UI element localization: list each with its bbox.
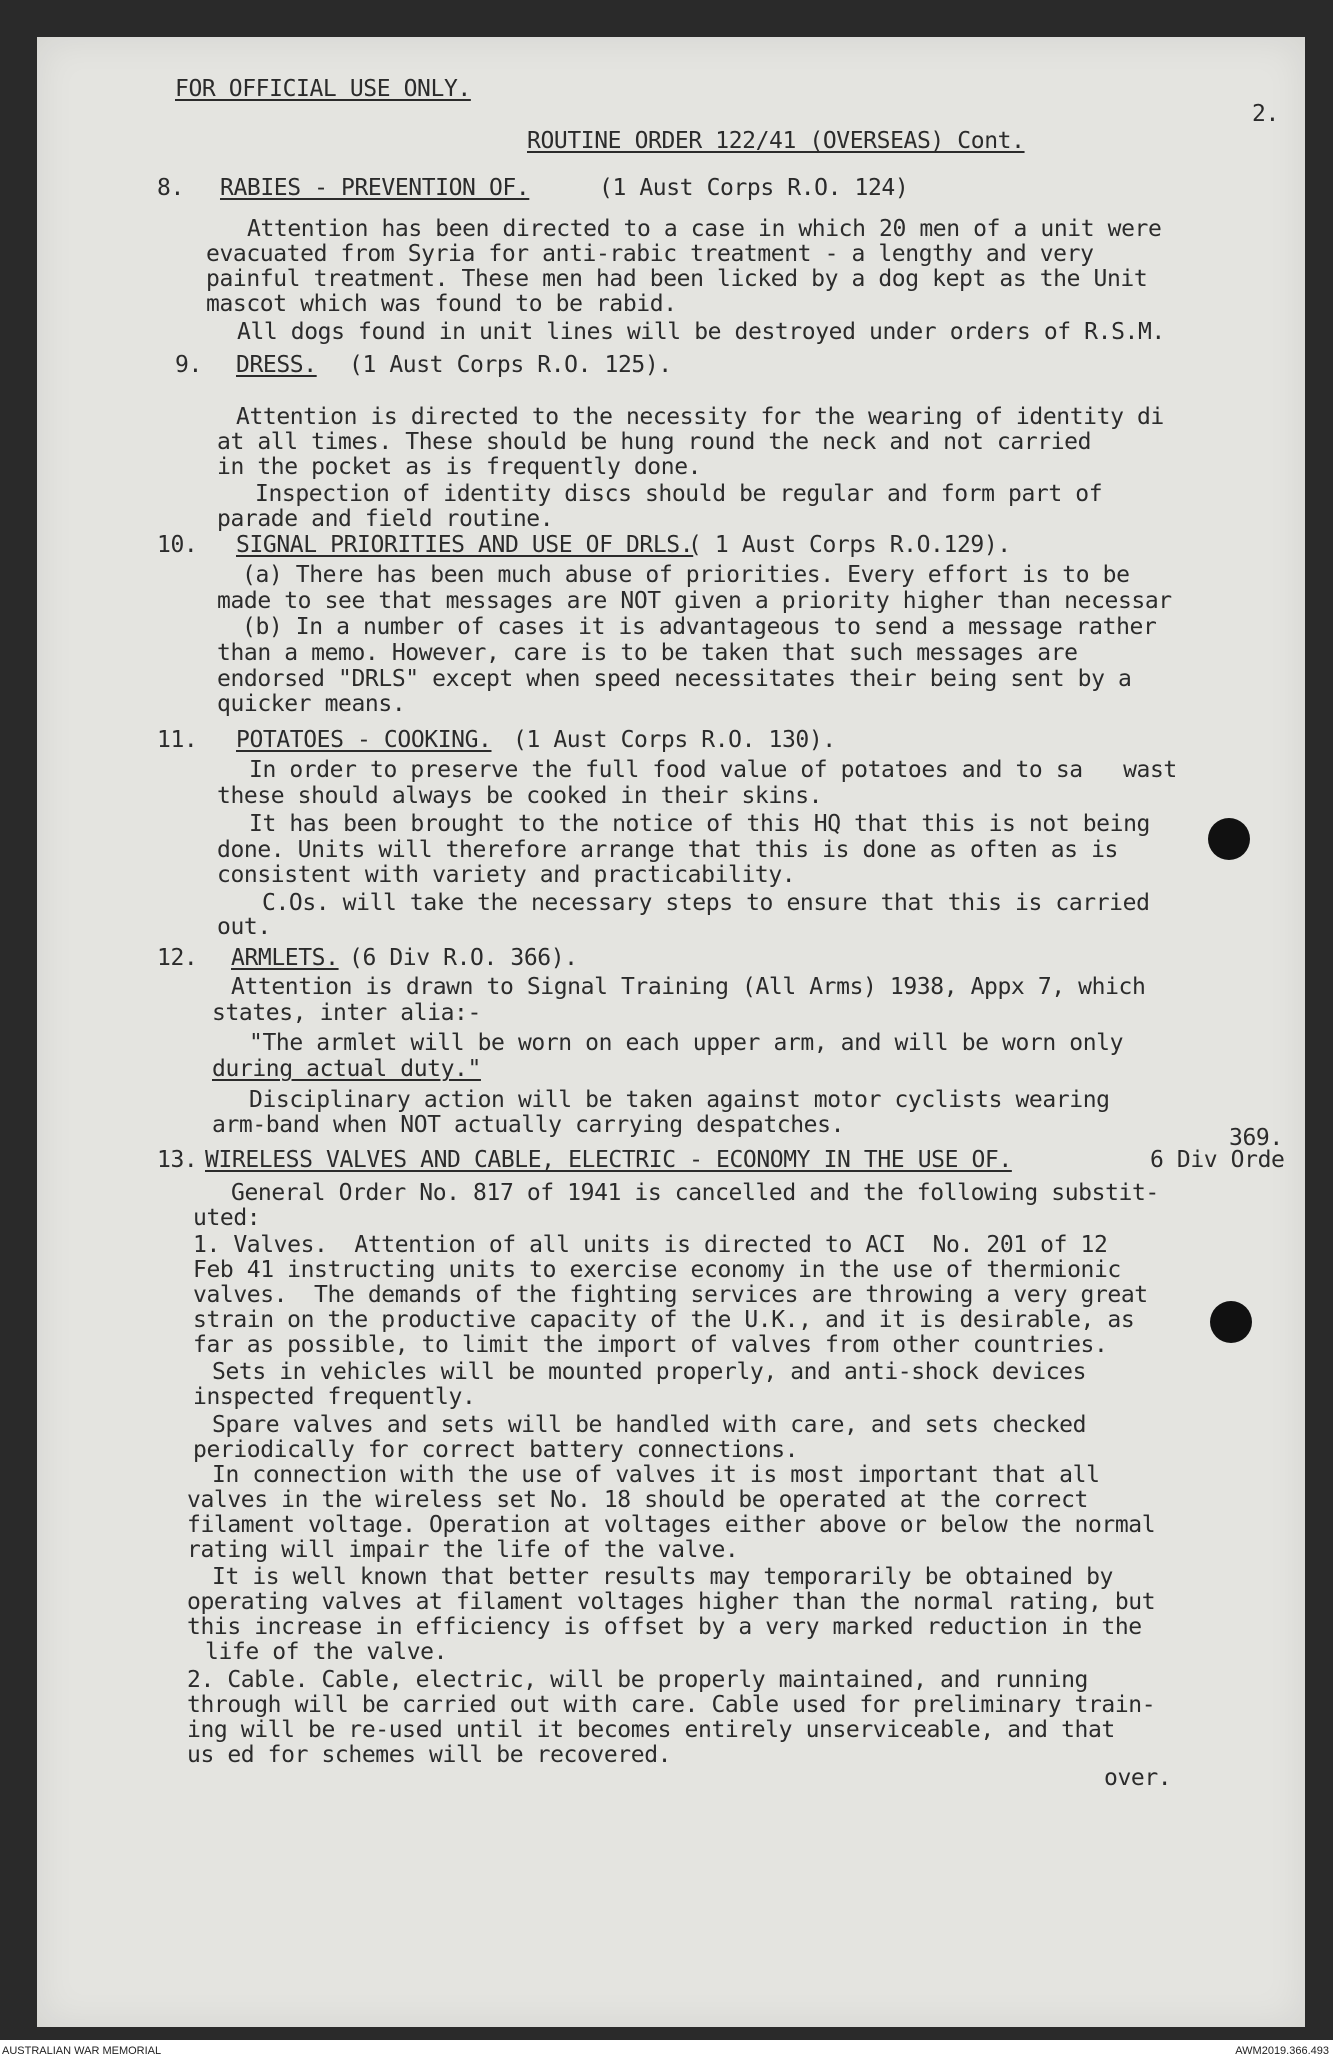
item-line: C.Os. will take the necessary steps to ensure that this is carried [262,890,1150,916]
item-line: these should always be cooked in their skins. [217,783,823,809]
item-line: In order to preserve the full food value of potatoes and to sa wast [249,757,1177,783]
item-reference-13: 6 Div Orde [1150,1147,1285,1173]
over-marker: over. [1104,1765,1172,1791]
item-line: General Order No. 817 of 1941 is cancelled and the following substit- [231,1180,1159,1206]
item-line: It is well known that better results may temporarily be obtained by [212,1564,1113,1590]
item-line: Sets in vehicles will be mounted properly, and anti-shock devices [212,1359,1087,1385]
item-line: evacuated from Syria for anti-rabic treatment - a lengthy and very [206,241,1094,267]
item-heading-10: SIGNAL PRIORITIES AND USE OF DRLS. [236,532,694,558]
item-line: rating will impair the life of the valve. [187,1537,739,1563]
item-line: endorsed "DRLS" except when speed necessitates their being sent by a [217,666,1132,692]
item-line: (a) There has been much abuse of priorities. Every effort is to be [242,562,1130,588]
item-trailing-reference: 369. [1229,1125,1283,1151]
item-line: quicker means. [217,691,406,717]
document-title: ROUTINE ORDER 122/41 (OVERSEAS) Cont. [527,128,1025,154]
item-heading-8: RABIES - PREVENTION OF. [220,175,530,201]
item-line: painful treatment. These men had been licked by a dog kept as the Unit [206,266,1148,292]
item-line: Inspection of identity discs should be regular and form part of [255,481,1103,507]
footer-catalogue-id: AWM2019.366.493 [1235,2045,1329,2057]
item-number-10: 10. [157,532,198,558]
punch-hole [1208,818,1250,860]
page-number: 2. [1252,101,1279,127]
item-line: Spare valves and sets will be handled with care, and sets checked [212,1412,1087,1438]
item-line: parade and field routine. [217,506,554,532]
classification-header: FOR OFFICIAL USE ONLY. [175,76,471,102]
item-line: 1. Valves. Attention of all units is directed to ACI No. 201 of 12 [193,1232,1108,1258]
item-line: this increase in efficiency is offset by a very marked reduction in the [187,1614,1142,1640]
item-heading-12: ARMLETS. [231,945,339,971]
item-line: operating valves at filament voltages higher than the normal rating, but [187,1589,1156,1615]
item-number-8: 8. [157,175,184,201]
item-number-12: 12. [157,945,198,971]
item-line: It has been brought to the notice of this HQ that this is not being [249,811,1150,837]
item-line: at all times. These should be hung round the neck and not carried [217,429,1092,455]
item-line: valves. The demands of the fighting services are throwing a very great [193,1282,1148,1308]
footer-source: AUSTRALIAN WAR MEMORIAL [2,2045,162,2057]
item-number-9: 9. [175,352,202,378]
punch-hole [1210,1301,1252,1343]
item-reference-8: (1 Aust Corps R.O. 124) [599,175,909,201]
item-line: life of the valve. [205,1639,448,1665]
item-line: out. [217,914,271,940]
item-heading-9: DRESS. [236,352,317,378]
item-line: 2. Cable. Cable, electric, will be properly maintained, and running [187,1667,1088,1693]
item-line: during actual duty." [212,1056,481,1082]
item-line: consistent with variety and practicability. [217,862,796,888]
item-line: valves in the wireless set No. 18 should be operated at the correct [187,1487,1088,1513]
item-line: inspected frequently. [193,1384,476,1410]
archive-footer [0,2042,1333,2061]
item-line: In connection with the use of valves it is most important that all [212,1462,1100,1488]
item-reference-11: (1 Aust Corps R.O. 130). [513,727,836,753]
item-line: strain on the productive capacity of the U.K., and it is desirable, as [193,1307,1135,1333]
item-line: periodically for correct battery connections. [193,1437,799,1463]
item-line: ing will be re-used until it becomes entirely unserviceable, and that [187,1717,1115,1743]
item-line: us ed for schemes will be recovered. [187,1742,672,1768]
item-line: (b) In a number of cases it is advantageous to send a message rather [242,614,1157,640]
item-line: uted: [193,1205,261,1231]
item-line: Attention has been directed to a case in which 20 men of a unit were [247,216,1162,242]
item-line: Attention is drawn to Signal Training (All Arms) 1938, Appx 7, which [231,974,1146,1000]
item-line: Feb 41 instructing units to exercise economy in the use of thermionic [193,1257,1121,1283]
item-line: than a memo. However, care is to be taken that such messages are [217,640,1078,666]
item-line: states, inter alia:- [212,1000,481,1026]
item-line: "The armlet will be worn on each upper arm, and will be worn only [249,1030,1124,1056]
item-line: in the pocket as is frequently done. [217,454,702,480]
item-heading-13: WIRELESS VALVES AND CABLE, ELECTRIC - ECONOMY IN THE USE OF. [205,1147,1012,1173]
item-line: mascot which was found to be rabid. [206,291,677,317]
item-line: done. Units will therefore arrange that this is done as often as is [217,837,1118,863]
item-line: Disciplinary action will be taken against motor cyclists wearing [249,1087,1110,1113]
item-heading-11: POTATOES - COOKING. [236,727,492,753]
document-page [37,37,1305,2027]
item-line: All dogs found in unit lines will be destroyed under orders of R.S.M. [237,319,1165,345]
item-line: made to see that messages are NOT given a priority higher than necessar [217,588,1172,614]
item-number-11: 11. [157,727,198,753]
item-reference-12: (6 Div R.O. 366). [349,945,578,971]
item-line: Attention is directed to the necessity for the wearing of identity di [236,404,1164,430]
item-line: arm-band when NOT actually carrying despatches. [212,1112,845,1138]
item-number-13: 13. [157,1147,198,1173]
item-line: filament voltage. Operation at voltages either above or below the normal [187,1512,1156,1538]
item-line: far as possible, to limit the import of valves from other countries. [193,1332,1108,1358]
item-reference-9: (1 Aust Corps R.O. 125). [349,352,672,378]
item-line: through will be carried out with care. Cable used for preliminary train- [187,1692,1156,1718]
item-reference-10: ( 1 Aust Corps R.O.129). [688,532,1011,558]
